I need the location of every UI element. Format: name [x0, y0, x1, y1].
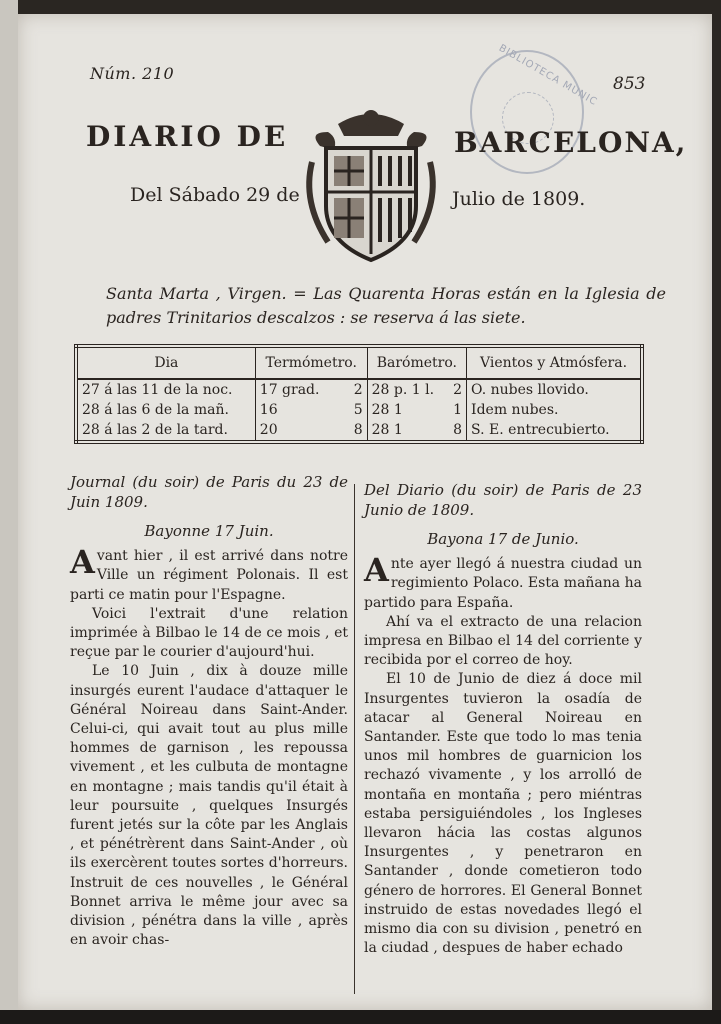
cell-thermo-frac: 8	[353, 422, 363, 438]
coat-of-arms-icon	[298, 102, 444, 266]
cell-baro-frac: 2	[453, 382, 463, 398]
column-divider	[354, 484, 355, 994]
bottom-edge	[0, 1010, 721, 1024]
cell-day: 28 á las 2 de la tard.	[82, 422, 228, 438]
cell-baro-frac: 1	[453, 402, 463, 418]
cell-day: 28 á las 6 de la mañ.	[82, 402, 229, 418]
right-paragraph-3: El 10 de Junio de diez á doce mil Insurgentes tuvieron la osadía de atacar al General Noireau en Santander. Este que todo lo mas tenia unos mil hombres de guarnicion los rechazó vivamente , y los arrolló de montaña en montaña ; pero miéntras estaba persiguiéndoles , los Ingleses llevaron hácia las costas algunos Insurgentes , y penetraron en Santander , donde cometieron todo género de horrores. El General Bonnet instruido de estas novedades llegó el mismo dia con su division , penetró en la ciudad , despues de haber echado	[364, 671, 642, 957]
header-barometer: Barómetro.	[367, 346, 466, 379]
drop-cap: A	[364, 551, 389, 590]
newspaper-page	[18, 14, 712, 1010]
header-winds: Vientos y Atmósfera.	[467, 346, 642, 379]
date-left: Del Sábado 29 de	[130, 184, 300, 206]
left-page-edge	[0, 0, 18, 1024]
left-column-french	[70, 472, 348, 950]
saint-notice: Santa Marta , Virgen. = Las Quarenta Horas están en la Iglesia de padres Trinitarios descalzos : se reserva á las siete.	[106, 284, 666, 327]
issue-number: Núm. 210	[90, 64, 175, 83]
drop-cap: A	[70, 543, 95, 582]
page-number: 853	[613, 74, 646, 94]
stamp-text: BIBLIOTECA MUNIC	[496, 42, 600, 109]
right-column-heading: Del Diario (du soir) de Paris de 23 Junio de 1809.	[364, 481, 642, 519]
left-paragraph-1	[70, 543, 348, 605]
cell-thermo-frac: 5	[353, 402, 363, 418]
cell-thermo: 20	[255, 420, 344, 442]
cell-winds: Idem nubes.	[467, 400, 642, 420]
cell-thermo-frac: 2	[353, 382, 363, 398]
left-column-dateline: Bayonne 17 Juin.	[144, 522, 274, 540]
cell-winds: O. nubes llovido.	[467, 379, 642, 400]
right-column-spanish	[364, 480, 642, 958]
right-column-dateline: Bayona 17 de Junio.	[427, 530, 579, 548]
right-paragraph-1-text: nte ayer llegó á nuestra ciudad un regimiento Polaco. Esta mañana ha partido para España.	[364, 556, 642, 611]
table-row	[76, 379, 642, 400]
masthead-title-right: BARCELONA,	[454, 126, 688, 159]
cell-thermo: 16	[255, 400, 344, 420]
cell-baro-frac: 8	[453, 422, 463, 438]
table-row	[76, 400, 642, 420]
cell-baro: 28 1	[367, 420, 447, 442]
cell-day: 27 á las 11 de la noc.	[82, 382, 233, 398]
cell-baro: 28 p. 1 l.	[367, 379, 447, 400]
cell-winds: S. E. entrecubierto.	[467, 420, 642, 442]
right-paragraph-1	[364, 551, 642, 613]
left-paragraph-3: Le 10 Juin , dix à douze mille insurgés eurent l'audace d'attaquer le Général Noireau dans Saint-Ander. Celui-ci, qui avait tout au plus mille hommes de garnison , les repoussa vivement , et les culbuta de montagne en montagne ; mais tandis qu'il était à leur poursuite , quelques Insurgés furent jetés sur la côte par les Anglais , et pénétrèrent dans Saint-Ander , où ils exercèrent toutes sortes d'horreurs. Instruit de ces nouvelles , le Général Bonnet arriva le même jour avec sa division , pénétra dans la ville , après en avoir chas-	[70, 663, 348, 949]
masthead-title-left: DIARIO DE	[86, 120, 289, 153]
header-thermometer: Termómetro.	[255, 346, 367, 379]
weather-table	[74, 344, 644, 444]
weather-header-row	[76, 346, 642, 379]
cell-baro: 28 1	[367, 400, 447, 420]
left-paragraph-1-text: vant hier , il est arrivé dans notre Ville un régiment Polonais. Il est parti ce matin pour l'Espagne.	[70, 548, 348, 603]
left-column-heading: Journal (du soir) de Paris du 23 de Juin 1809.	[70, 473, 348, 511]
right-paragraph-2: Ahí va el extracto de una relacion impresa en Bilbao el 14 del corriente y recibida por el correo de hoy.	[364, 613, 642, 669]
date-right: Julio de 1809.	[452, 188, 586, 210]
header-day: Dia	[76, 346, 255, 379]
table-row	[76, 420, 642, 442]
cell-thermo: 17 grad.	[255, 379, 344, 400]
left-paragraph-2: Voici l'extrait d'une relation imprimée à Bilbao le 14 de ce mois , et reçue par le courier d'aujourd'hui.	[70, 605, 348, 661]
